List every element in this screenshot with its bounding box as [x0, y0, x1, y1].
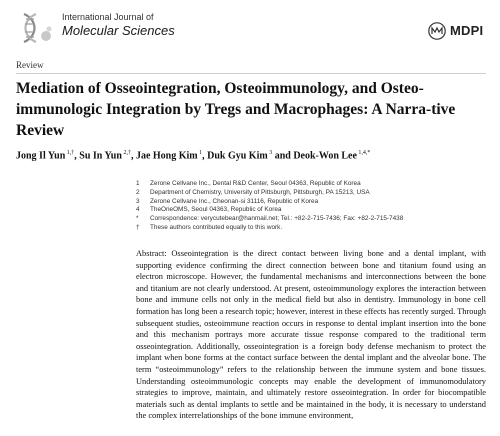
- author-affiliation-mark: 2,†: [121, 150, 131, 156]
- affiliation-text: These authors contributed equally to this work.: [150, 223, 283, 231]
- affiliation-text: Department of Chemistry, University of Pittsburgh, Pittsburgh, PA 15213, USA: [150, 188, 370, 196]
- affiliation-text: Correspondence: verycutebear@hanmail.net; Tel.: +82-2-715-7436; Fax: +82-2-715-7438: [150, 215, 404, 223]
- author-affiliation-mark: 3: [267, 150, 273, 156]
- publisher-logo: [428, 22, 486, 40]
- affiliation-mark: 1: [136, 180, 140, 187]
- author-name: Su In Yun: [79, 150, 122, 162]
- affiliation-mark: 3: [136, 197, 140, 205]
- article-title: Mediation of Osseointegration, Osteoimmunology, and Osteo-immunologic Integration by Tregs and Macrophages: A Narra-tive Review: [16, 80, 456, 139]
- affiliation-row: [136, 198, 486, 207]
- affiliation-row: [136, 215, 486, 224]
- affiliation-mark: *: [136, 215, 139, 223]
- article-type: Review: [16, 60, 44, 70]
- journal-name-line1: International Journal of: [62, 12, 154, 22]
- affiliation-text: Zerone Cellvane Inc., Cheonan-si 31116, Republic of Korea: [150, 197, 319, 205]
- affiliations: [136, 180, 486, 233]
- publisher-name: MDPI: [450, 23, 484, 38]
- author-affiliation-mark: 1: [197, 150, 203, 156]
- affiliation-row: [136, 206, 486, 215]
- affiliation-mark: 4: [136, 206, 140, 214]
- affiliation-mark: †: [136, 223, 140, 231]
- author-affiliation-mark: 1,4,*: [356, 150, 371, 156]
- author-name: Duk Gyu Kim: [207, 150, 268, 162]
- author-affiliation-mark: 1,†: [65, 150, 75, 156]
- journal-name: [62, 12, 175, 39]
- header-divider: [16, 73, 486, 74]
- mdpi-logo-icon: [428, 22, 446, 40]
- affiliation-row: [136, 224, 486, 233]
- affiliation-row: [136, 180, 486, 189]
- author-name: Jae Hong Kim: [135, 150, 198, 162]
- dna-helix-icon: [16, 10, 56, 46]
- abstract: Abstract: Osseointegration is the direct contact between living bone and a dental implant, with supporting evidence confirming the direct connection between bone and titanium found using an electron microscope. However, the fundamental mechanisms and interconnections between the bone and titanium are not clearly understood. At present, osteoimmunology explores the interaction between bone and immune cells not only in the medical field but also in dentistry. Immunology in bone cell formation has long been a research topic; however, interest in these effects has recently surged. Through subsequent studies, osteoimmune reaction occurs in response to dental implant insertion into the bone and this mechanism portrays more accurate tissue response compared to the traditional term osseointegration. Additionally, osseointegration is a foreign body defense mechanism to protect the implant when bone forms at the contact surface between the dental implant and the alveolar bone. The term “osteoimmunology” refers to the relationship between the immune system and bone tissues. Understanding osteoimmunologic concepts may enable the development of immunomodulatory strategies to improve, maintain, and ultimately restore osseointegration. In order for biocompatible materials such as dental implants to settle and be maintained in the body, it is necessary to understand the complex interrelationships of the bone immune environment,: [136, 249, 486, 421]
- journal-name-line2: Molecular Sciences: [62, 23, 175, 38]
- affiliation-mark: 2: [136, 188, 140, 196]
- affiliation-row: [136, 189, 486, 198]
- author-list: Jong Il Yun $^{1,\dagger}$, Su In Yun $^{2,\dagger}$, Jae Hong Kim $^1$, Duk Gyu Kim $^3$ and Deok-Won Lee $^{1,4,*}$: [16, 150, 371, 162]
- journal-header: [16, 8, 486, 52]
- author-name: Deok-Won Lee: [293, 150, 357, 162]
- affiliation-text: Zerone Cellvane Inc., Dental R&D Center, Seoul 04363, Republic of Korea: [150, 180, 361, 187]
- affiliation-text: TheOneOMS, Seoul 04363, Republic of Korea: [150, 206, 282, 214]
- author-name: Jong Il Yun: [16, 150, 66, 162]
